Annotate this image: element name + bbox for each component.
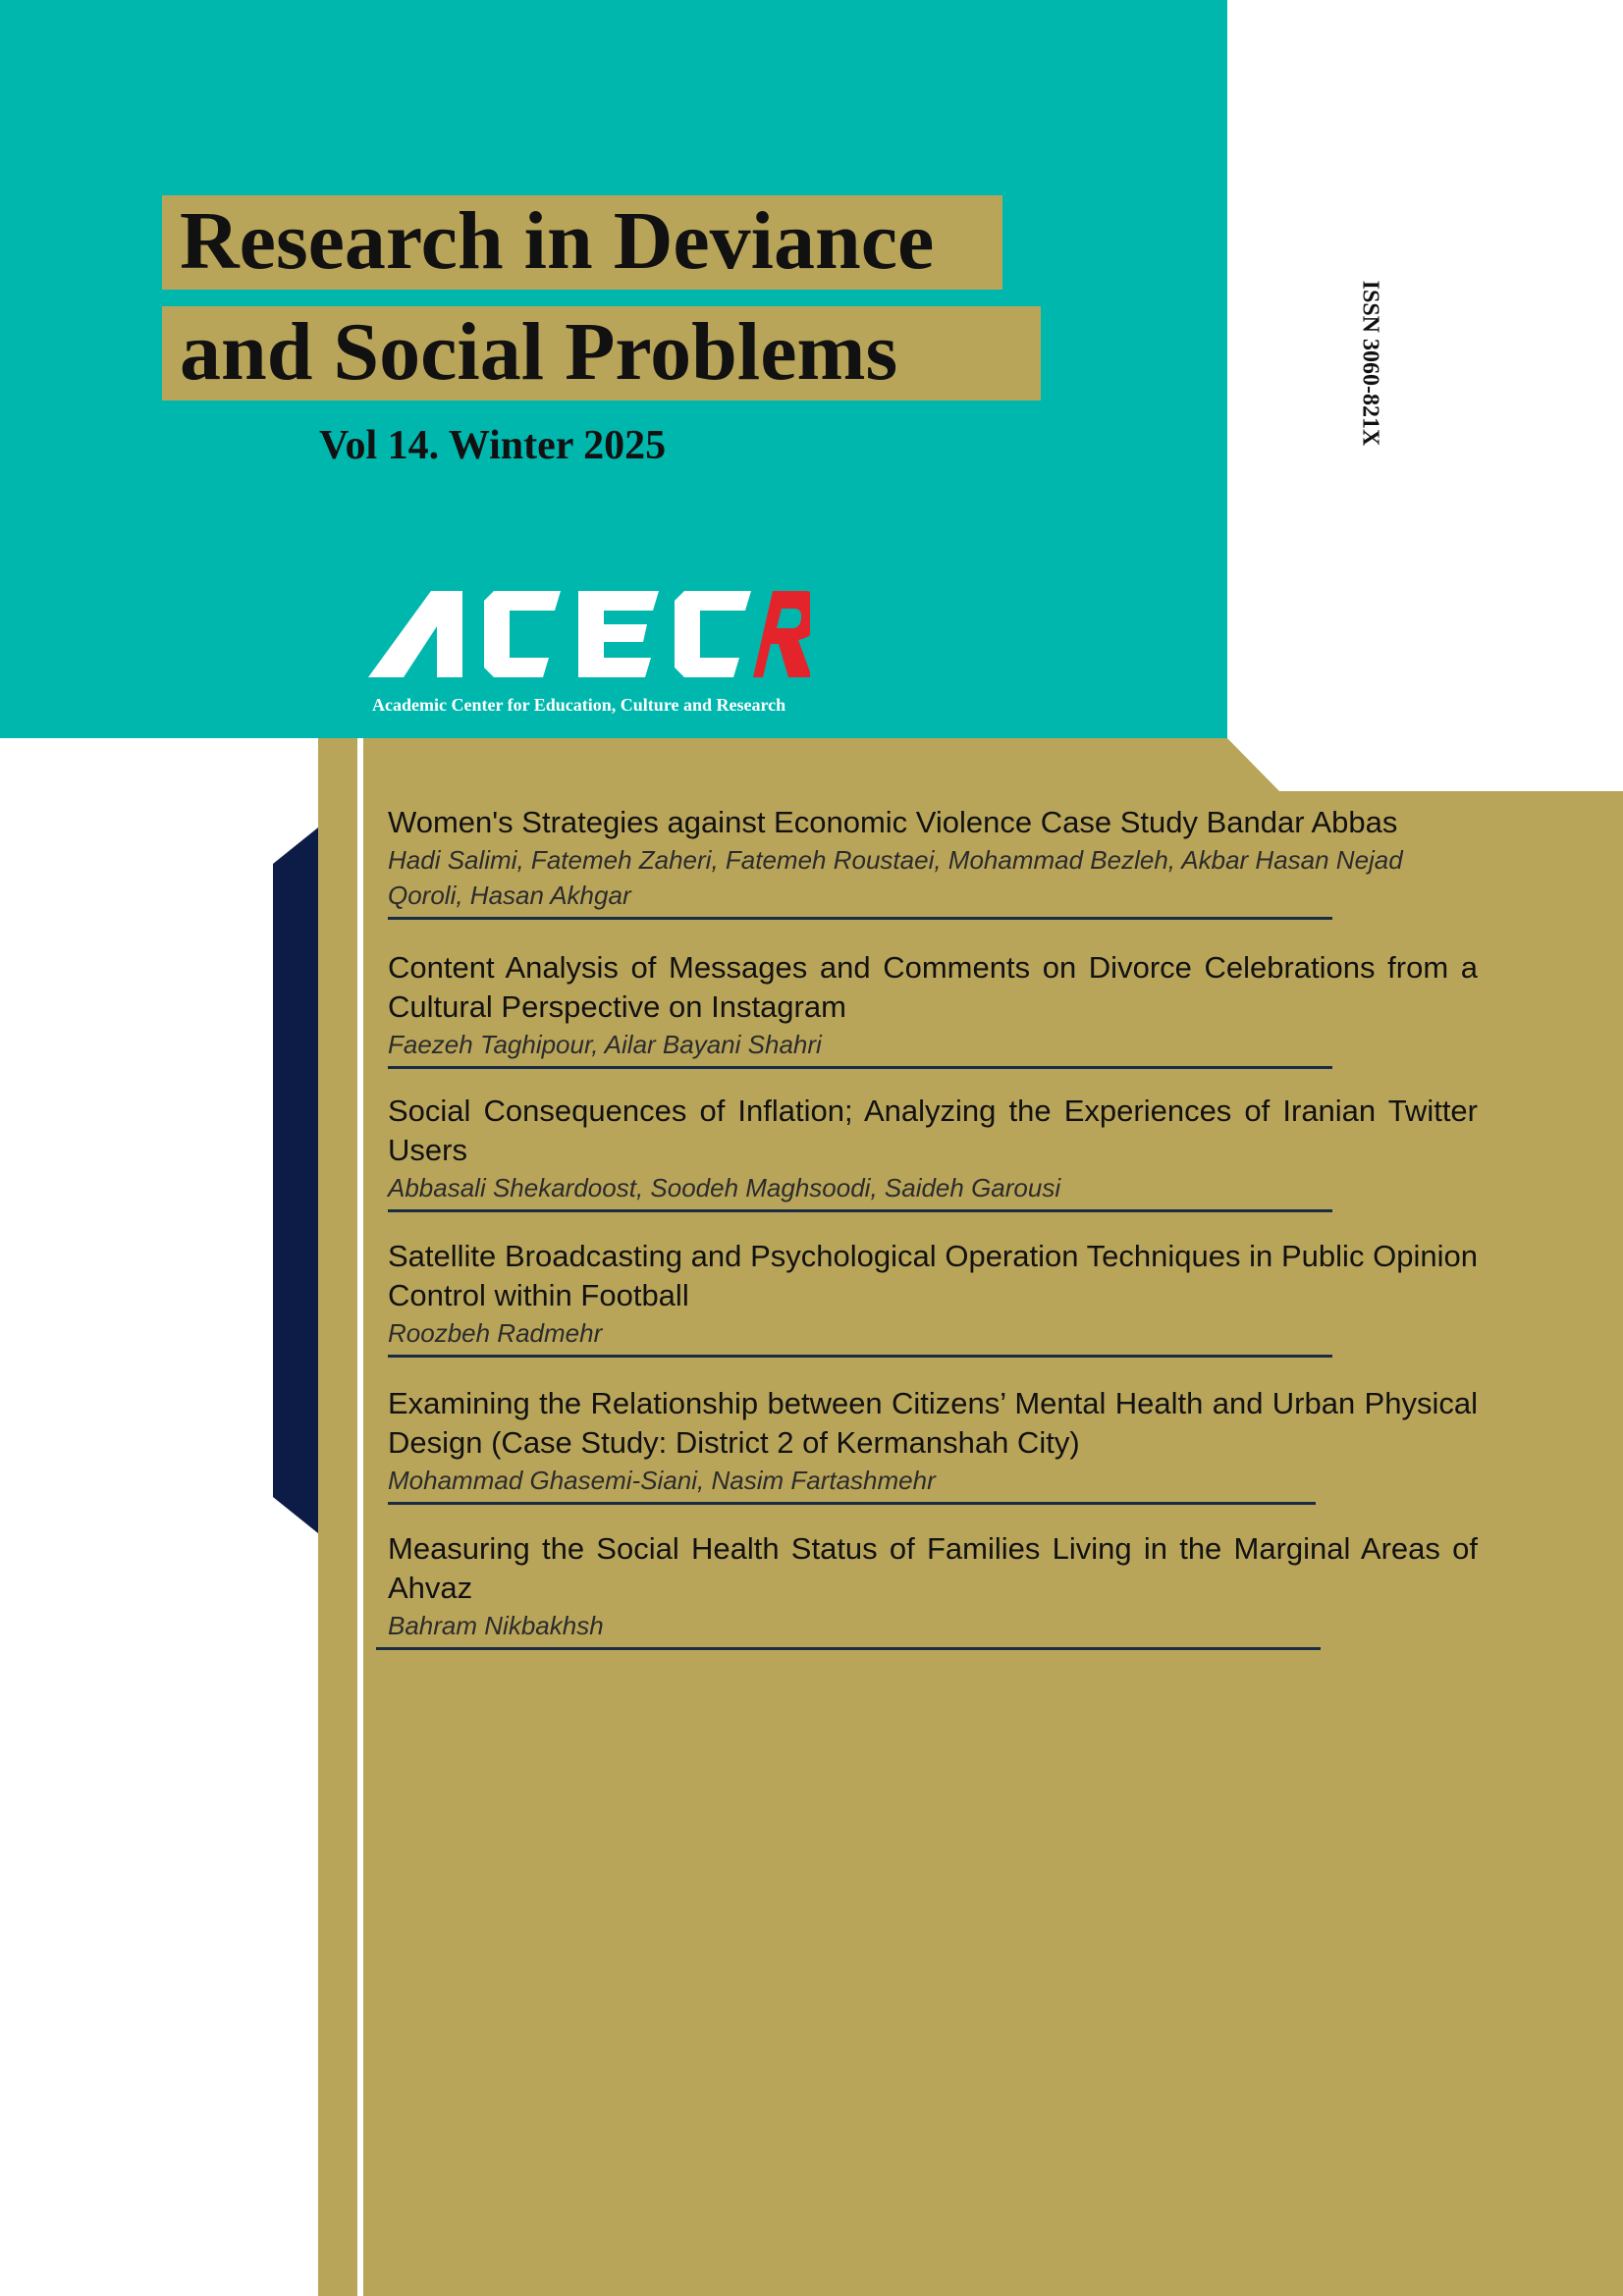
issn-label: ISSN 3060-821X bbox=[1357, 280, 1383, 447]
article-authors: Mohammad Ghasemi-Siani, Nasim Fartashmehr bbox=[388, 1466, 936, 1495]
article-authors: Roozbeh Radmehr bbox=[388, 1318, 603, 1348]
article-title: Content Analysis of Messages and Comments on Divorce Celebrations from a Cultural Perspective on Instagram bbox=[388, 950, 1478, 1024]
article-entry bbox=[388, 803, 1478, 920]
volume-label: Vol 14. Winter 2025 bbox=[319, 423, 667, 468]
article-authors: Hadi Salimi, Fatemeh Zaheri, Fatemeh Roustaei, Mohammad Bezleh, Akbar Hasan Nejad Qoroli, Hasan Akhgar bbox=[388, 845, 1403, 910]
article-title: Social Consequences of Inflation; Analyzing the Experiences of Iranian Twitter Users bbox=[388, 1094, 1478, 1167]
journal-title-line1: Research in Deviance bbox=[180, 195, 935, 287]
article-title: Examining the Relationship between Citizens’ Mental Health and Urban Physical Design (Case Study: District 2 of Kermanshah City) bbox=[388, 1386, 1478, 1460]
journal-title-line2: and Social Problems bbox=[180, 306, 898, 398]
entry-divider bbox=[388, 1209, 1332, 1212]
article-authors: Abbasali Shekardoost, Soodeh Maghsoodi, Saideh Garousi bbox=[388, 1173, 1061, 1202]
article-authors: Faezeh Taghipour, Ailar Bayani Shahri bbox=[388, 1030, 822, 1059]
article-entry bbox=[388, 1237, 1478, 1358]
article-entry bbox=[388, 948, 1478, 1069]
entry-divider bbox=[388, 1066, 1332, 1069]
entry-divider bbox=[388, 1502, 1316, 1505]
entry-divider bbox=[388, 917, 1332, 920]
white-divider-line bbox=[357, 738, 363, 2296]
gold-left-strip bbox=[318, 738, 357, 2296]
navy-side-tab bbox=[273, 828, 318, 1533]
article-entry bbox=[388, 1092, 1478, 1212]
entry-divider bbox=[388, 1355, 1332, 1358]
acecr-logo bbox=[368, 587, 810, 685]
article-title: Measuring the Social Health Status of Families Living in the Marginal Areas of Ahvaz bbox=[388, 1531, 1478, 1605]
article-title: Women's Strategies against Economic Violence Case Study Bandar Abbas bbox=[388, 805, 1398, 839]
article-entry bbox=[388, 1384, 1478, 1505]
article-authors: Bahram Nikbakhsh bbox=[388, 1611, 604, 1640]
journal-title-line2-box bbox=[162, 306, 1041, 400]
entry-divider bbox=[376, 1647, 1321, 1650]
journal-title-line1-box bbox=[162, 195, 1002, 290]
publisher-full-name: Academic Center for Education, Culture and Research bbox=[372, 695, 786, 715]
article-title: Satellite Broadcasting and Psychological Operation Techniques in Public Opinion Control within Football bbox=[388, 1239, 1478, 1312]
article-entry bbox=[388, 1529, 1478, 1650]
